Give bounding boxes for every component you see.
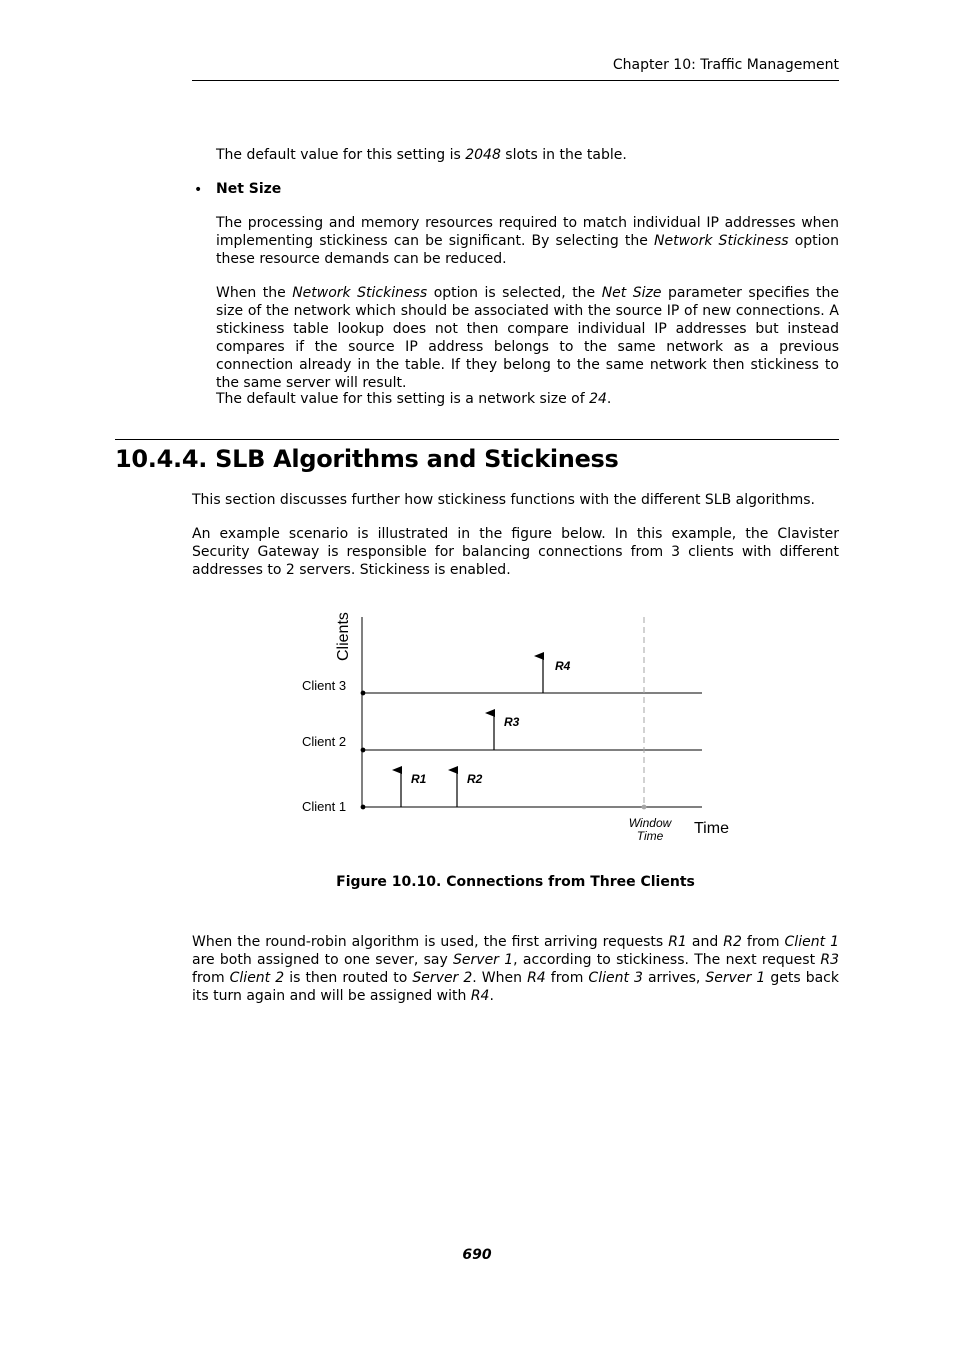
section-paragraph-1: This section discusses further how stickiness functions with the different SLB algorithms. [192, 492, 815, 508]
bullet-icon: • [194, 182, 203, 198]
chapter-title: Chapter 10: Traffic Management [612, 57, 839, 73]
window-time-marker [642, 805, 647, 810]
request-r1-label: R1 [411, 772, 427, 786]
default-slots-paragraph: The default value for this setting is 2048 slots in the table. [216, 147, 627, 163]
section-title: 10.4.4. SLB Algorithms and Stickiness [115, 445, 619, 473]
request-r2-label: R2 [467, 772, 483, 786]
client-1-label: Client 1 [302, 799, 347, 814]
section-paragraph-2: An example scenario is illustrated in the figure below. In this example, the Clavister Security Gateway is responsible for balancing connections from 3 clients with different addresses to 2 servers. Stickiness is enabled. [192, 526, 839, 578]
page-number: 690 [462, 1247, 492, 1263]
net-size-paragraph-2: When the Network Stickiness option is selected, the Net Size parameter specifies the size of the network which should be associated with the source IP of new connections. A stickiness table lookup does not then compare individual IP addresses but instead compares if the source IP address belongs to the same network as a previous connection already in the table. If they belong to the same network then stickiness to the same server will result. [216, 285, 840, 391]
client-3-marker [361, 691, 366, 696]
client-2-marker [361, 748, 366, 753]
net-size-paragraph-1: The processing and memory resources required to match individual IP addresses when implementing stickiness can be significant. By selecting the Network Stickiness option these resource demands can be reduced. [216, 215, 839, 267]
figure-caption: Figure 10.10. Connections from Three Clients [336, 874, 695, 890]
client-2-label: Client 2 [302, 734, 347, 749]
window-label-line-1: Window [628, 816, 672, 830]
connections-figure [290, 605, 740, 855]
y-axis-label: Clients [335, 612, 352, 661]
section-divider [115, 439, 839, 440]
request-r3-label: R3 [504, 715, 520, 729]
round-robin-paragraph: When the round-robin algorithm is used, the first arriving requests R1 and R2 from Client 1 are both assigned to one sever, say Server 1, according to stickiness. The next request R3 from Client 2 is then routed to Server 2. When R4 from Client 3 arrives, Server 1 gets back its turn again and will be assigned with R4. [192, 934, 840, 1004]
x-axis-label: Time [694, 820, 729, 837]
net-size-heading: Net Size [216, 181, 282, 197]
page-header [192, 56, 839, 81]
connections-diagram [290, 605, 740, 855]
client-3-label: Client 3 [302, 678, 347, 693]
window-label-line-2: Time [636, 829, 664, 843]
net-size-paragraph-3: The default value for this setting is a network size of 24. [216, 391, 612, 407]
request-r4-label: R4 [555, 659, 571, 673]
client-1-marker [361, 805, 366, 810]
